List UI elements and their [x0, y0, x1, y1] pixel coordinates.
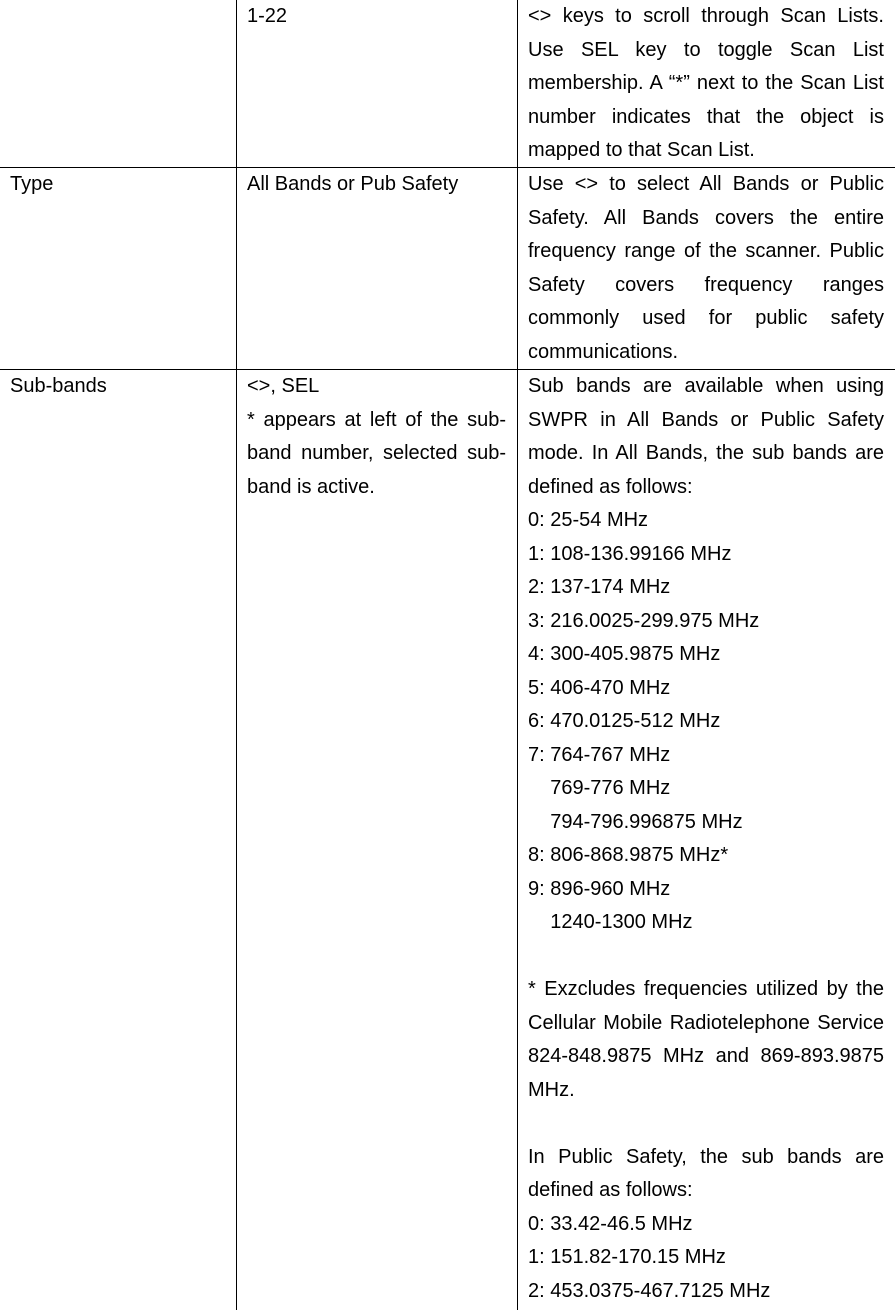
cell-text: 1-22: [247, 5, 288, 27]
list-item: 3: 216.0025-299.975 MHz: [528, 609, 760, 632]
column-divider: [517, 0, 518, 1310]
subbands-intro: Sub bands are available when using SWPR in All Bands or Public Safety mode. In All Bands, the sub bands are defined as follows:: [528, 375, 884, 498]
list-item: 1240-1300 MHz: [528, 911, 693, 933]
table-cell-values: [247, 168, 507, 202]
list-item: 0: 25-54 MHz: [528, 509, 649, 531]
list-item: 8: 806-868.9875 MHz*: [528, 844, 729, 866]
table-cell-description: [528, 0, 884, 168]
list-item: 1: 151.82-170.15 MHz: [528, 1246, 726, 1268]
table-cell-values: [247, 370, 506, 504]
table-cell-description: [528, 168, 884, 369]
column-divider: [236, 0, 237, 1310]
table-cell-param: [10, 168, 230, 202]
cell-note: * appears at left of the sub-band number, selected sub-band is active.: [247, 408, 506, 498]
spacer: [528, 1107, 884, 1141]
list-item: 9: 896-960 MHz: [528, 877, 671, 900]
table-cell-values: [247, 0, 507, 34]
cell-text: All Bands or Pub Safety: [247, 173, 459, 195]
list-item: 7: 764-767 MHz: [528, 743, 671, 766]
spacer: [528, 940, 884, 974]
list-item: 794-796.996875 MHz: [528, 810, 743, 833]
all-bands-list: [528, 504, 884, 940]
table-cell-param: [10, 370, 230, 404]
cell-text: <> keys to scroll through Scan Lists. Use SEL key to toggle Scan List membership. A “*” next to the Scan List number indicates that the object is mapped to that Scan List.: [528, 5, 884, 161]
cell-text: Sub-bands: [10, 375, 107, 397]
list-item: 769-776 MHz: [528, 777, 671, 799]
list-item: 5: 406-470 MHz: [528, 676, 671, 699]
cell-text: Type: [10, 173, 54, 195]
public-safety-intro: In Public Safety, the sub bands are defined as follows:: [528, 1145, 884, 1201]
public-safety-list: [528, 1208, 884, 1309]
list-item: 4: 300-405.9875 MHz: [528, 643, 721, 665]
list-item: 2: 453.0375-467.7125 MHz: [528, 1279, 771, 1302]
table-cell-description: [528, 370, 884, 1308]
list-item: 2: 137-174 MHz: [528, 576, 671, 598]
cell-text: <>, SEL: [247, 375, 320, 397]
list-item: 6: 470.0125-512 MHz: [528, 710, 721, 732]
cell-text: Use <> to select All Bands or Public Safety. All Bands covers the entire frequency range of the scanner. Public Safety covers frequency ranges commonly used for public safety communications.: [528, 173, 884, 363]
exclusion-note: * Exzcludes frequencies utilized by the Cellular Mobile Radiotelephone Service 824-848.9875 MHz and 869-893.9875 MHz.: [528, 978, 884, 1101]
list-item: 1: 108-136.99166 MHz: [528, 542, 732, 565]
list-item: 0: 33.42-46.5 MHz: [528, 1212, 693, 1235]
